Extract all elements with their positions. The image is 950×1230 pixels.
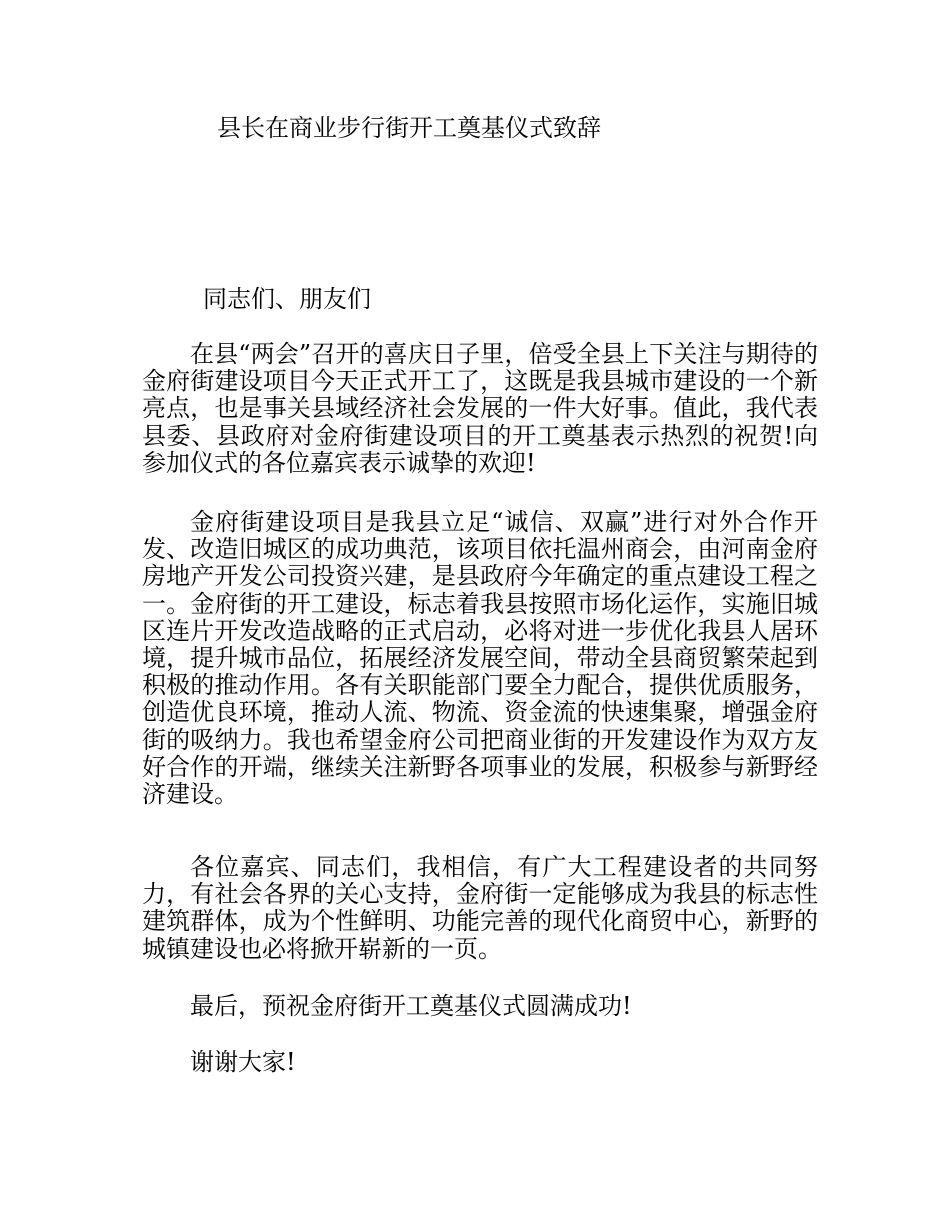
paragraph-opening: 在县“两会”召开的喜庆日子里，倍受全县上下关注与期待的金府街建设项目今天正式开工了，这既是我县城市建设的一个新亮点，也是事关县域经济社会发展的一件大好事。值此，我代表县委、县政府对金府街建设项目的开工奠基表示热烈的祝贺!向参加仪式的各位嘉宾表示诚挚的欢迎!	[142, 340, 818, 477]
salutation: 同志们、朋友们	[203, 285, 371, 313]
paragraph-confidence: 各位嘉宾、同志们，我相信，有广大工程建设者的共同努力，有社会各界的关心支持，金府街一定能够成为我县的标志性建筑群体，成为个性鲜明、功能完善的现代化商贸中心，新野的城镇建设也必将掀开崭新的一页。	[142, 853, 818, 963]
document-title: 县长在商业步行街开工奠基仪式致辞	[217, 114, 601, 142]
paragraph-thanks: 谢谢大家!	[190, 1048, 296, 1076]
paragraph-wishes: 最后，预祝金府街开工奠基仪式圆满成功!	[190, 992, 632, 1020]
paragraph-project: 金府街建设项目是我县立足“诚信、双赢”进行对外合作开发、改造旧城区的成功典范，该项目依托温州商会，由河南金府房地产开发公司投资兴建，是县政府今年确定的重点建设工程之一。金府街的开工建设，标志着我县按照市场化运作，实施旧城区连片开发改造战略的正式启动，必将对进一步优化我县人居环境，提升城市品位，拓展经济发展空间，带动全县商贸繁荣起到积极的推动作用。各有关职能部门要全力配合，提供优质服务，创造优良环境，推动人流、物流、资金流的快速集聚，增强金府街的吸纳力。我也希望金府公司把商业街的开发建设作为双方友好合作的开端，继续关注新野各项事业的发展，积极参与新野经济建设。	[142, 508, 818, 809]
